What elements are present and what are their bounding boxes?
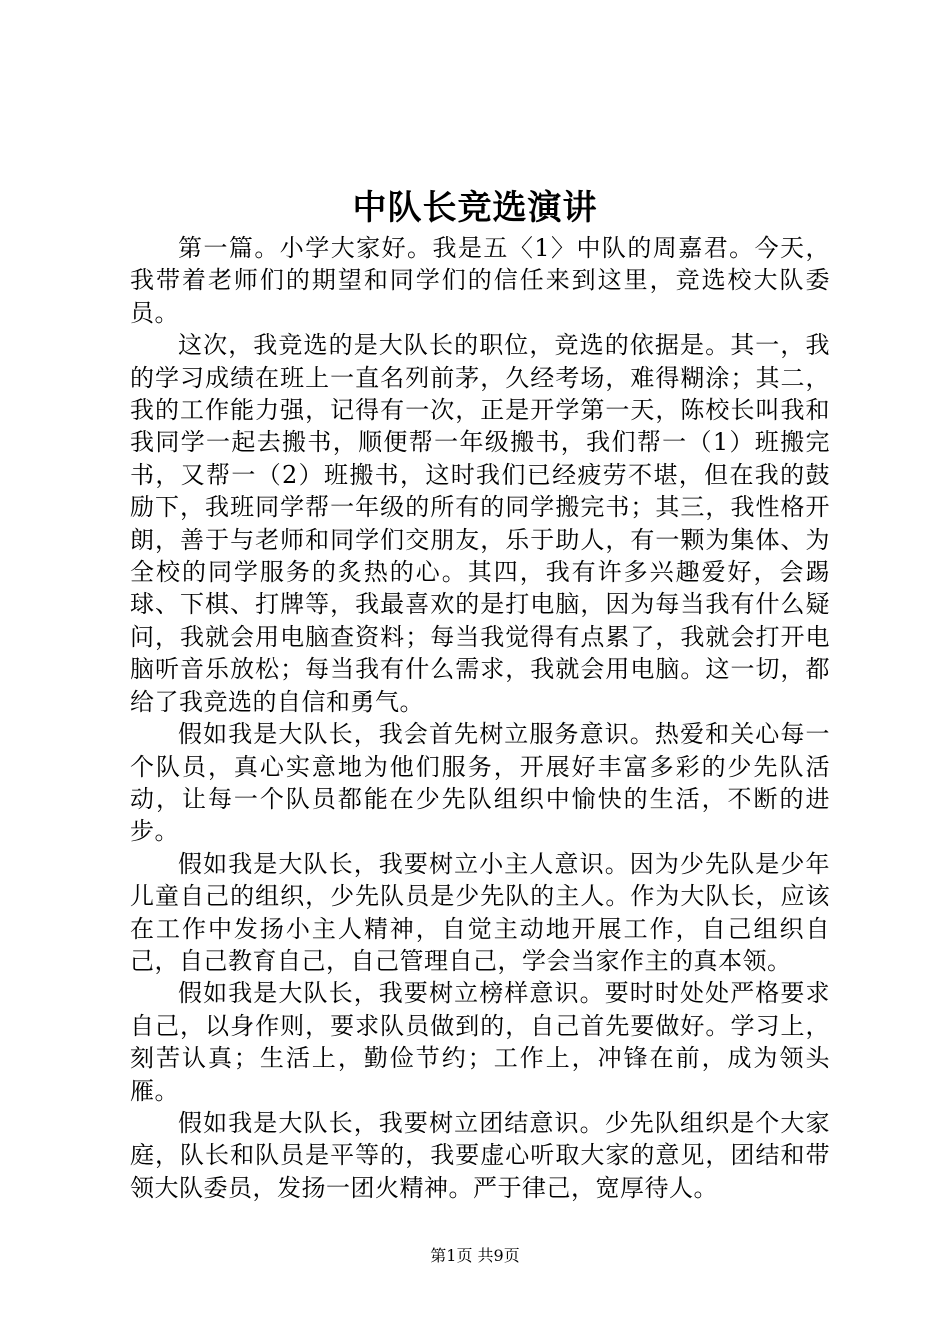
document-title: 中队长竞选演讲 <box>352 188 598 228</box>
page-footer: 第1页 共9页 <box>430 1246 520 1265</box>
paragraph-4: 假如我是大队长，我要树立小主人意识。因为少先队是少年儿童自己的组织，少先队员是少先队的主人。作为大队长，应该在工作中发扬小主人精神，自觉主动地开展工作，自己组织自己，自己教育自己，自己管理自己，学会当家作主的真本领。 <box>130 849 830 975</box>
paragraph-1: 第一篇。小学大家好。我是五〈1〉中队的周嘉君。今天，我带着老师们的期望和同学们的信任来到这里，竞选校大队委员。 <box>130 234 830 327</box>
document-body <box>130 232 830 1204</box>
paragraph-5: 假如我是大队长，我要树立榜样意识。要时时处处严格要求自己，以身作则，要求队员做到的，自己首先要做好。学习上，刻苦认真；生活上，勤俭节约；工作上，冲锋在前，成为领头雁。 <box>130 979 830 1105</box>
paragraph-6: 假如我是大队长，我要树立团结意识。少先队组织是个大家庭，队长和队员是平等的，我要虚心听取大家的意见，团结和带领大队委员，发扬一团火精神。严于律己，宽厚待人。 <box>130 1108 830 1202</box>
paragraph-3: 假如我是大队长，我会首先树立服务意识。热爱和关心每一个队员，真心实意地为他们服务，开展好丰富多彩的少先队活动，让每一个队员都能在少先队组织中愉快的生活，不断的进步。 <box>130 720 830 846</box>
paragraph-2: 这次，我竞选的是大队长的职位，竞选的依据是。其一，我的学习成绩在班上一直名列前茅，久经考场，难得糊涂；其二，我的工作能力强，记得有一次，正是开学第一天，陈校长叫我和我同学一起去搬书，顺便帮一年级搬书，我们帮一（1）班搬完书，又帮一（2）班搬书，这时我们已经疲劳不堪，但在我的鼓励下，我班同学帮一年级的所有的同学搬完书；其三，我性格开朗，善于与老师和同学们交朋友，乐于助人，有一颗为集体、为全校的同学服务的炙热的心。其四，我有许多兴趣爱好，会踢球、下棋、打牌等，我最喜欢的是打电脑，因为每当我有什么疑问，我就会用电脑查资料；每当我觉得有点累了，我就会打开电脑听音乐放松；每当我有什么需求，我就会用电脑。这一切，都给了我竞选的自信和勇气。 <box>130 331 830 716</box>
